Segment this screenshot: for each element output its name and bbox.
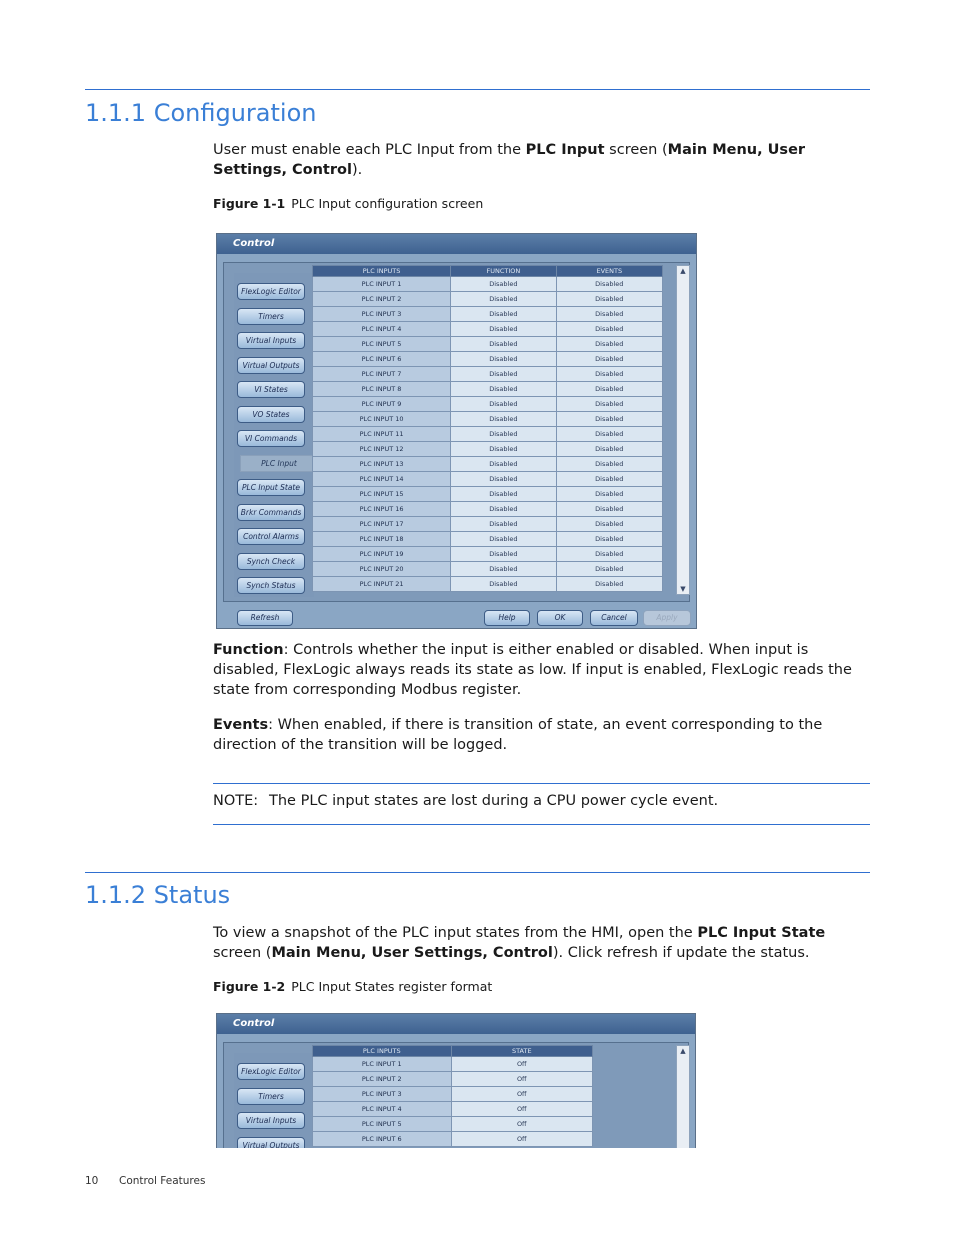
content-panel <box>223 1042 689 1148</box>
input-name-cell: PLC INPUT 12 <box>313 442 451 457</box>
table-row <box>313 1132 593 1147</box>
figure-label: Figure 1-2 <box>213 979 286 994</box>
input-name-cell: PLC INPUT 18 <box>313 532 451 547</box>
value-cell[interactable]: Disabled <box>451 562 556 577</box>
table-row <box>313 427 663 442</box>
nav-button-vo-states[interactable]: VO States <box>237 406 305 423</box>
table-row <box>313 472 663 487</box>
value-cell[interactable]: Off <box>451 1087 593 1102</box>
value-cell[interactable]: Disabled <box>556 532 662 547</box>
intro-text: To view a snapshot of the PLC input states from the HMI, open the <box>213 925 698 941</box>
nav-button-synch-status[interactable]: Synch Status <box>237 577 305 594</box>
table-row <box>313 1057 593 1072</box>
value-cell[interactable]: Disabled <box>556 577 662 592</box>
input-name-cell: PLC INPUT 6 <box>313 1132 452 1147</box>
table-row <box>313 382 663 397</box>
value-cell[interactable]: Disabled <box>451 442 556 457</box>
intro-bold-path: Main Menu, User Settings, Control <box>271 945 553 961</box>
function-term: Function <box>213 642 284 658</box>
section-rule-top <box>85 872 870 873</box>
value-cell[interactable]: Disabled <box>451 352 556 367</box>
figure-1-2-caption <box>213 979 492 994</box>
input-name-cell: PLC INPUT 10 <box>313 412 451 427</box>
value-cell[interactable]: Disabled <box>451 412 556 427</box>
nav-button-brkr-commands[interactable]: Brkr Commands <box>237 504 305 521</box>
footer-section-title: Control Features <box>119 1175 206 1187</box>
table-row <box>313 547 663 562</box>
input-name-cell: PLC INPUT 1 <box>313 1057 452 1072</box>
nav-button-timers[interactable]: Timers <box>237 308 305 325</box>
value-cell[interactable]: Disabled <box>556 442 662 457</box>
table-row <box>313 307 663 322</box>
table-row <box>313 337 663 352</box>
input-name-cell: PLC INPUT 9 <box>313 397 451 412</box>
scroll-up-arrow-icon[interactable]: ▲ <box>680 1047 686 1055</box>
table-row <box>313 577 663 592</box>
figure-caption-text: PLC Input configuration screen <box>291 196 484 211</box>
value-cell[interactable]: Off <box>451 1057 593 1072</box>
table-scrollbar[interactable] <box>676 1045 690 1148</box>
value-cell[interactable]: Disabled <box>451 472 556 487</box>
input-name-cell: PLC INPUT 13 <box>313 457 451 472</box>
intro-bold-screen: PLC Input State <box>697 925 826 941</box>
column-header: STATE <box>451 1046 593 1057</box>
nav-button-plc-input-state[interactable]: PLC Input State <box>237 479 305 496</box>
value-cell[interactable]: Disabled <box>451 532 556 547</box>
value-cell[interactable]: Off <box>451 1117 593 1132</box>
value-cell[interactable]: Off <box>451 1072 593 1087</box>
input-name-cell: PLC INPUT 4 <box>313 1102 452 1117</box>
input-name-cell: PLC INPUT 2 <box>313 292 451 307</box>
value-cell[interactable]: Disabled <box>451 367 556 382</box>
value-cell[interactable]: Disabled <box>556 517 662 532</box>
value-cell[interactable]: Off <box>451 1132 593 1147</box>
note-rule-bottom <box>213 824 870 825</box>
plc-input-state-table <box>312 1045 593 1147</box>
section-heading-status: 1.1.2 Status <box>85 881 231 909</box>
input-name-cell: PLC INPUT 15 <box>313 487 451 502</box>
column-header: EVENTS <box>556 266 662 277</box>
table-row <box>313 277 663 292</box>
table-row <box>313 502 663 517</box>
input-name-cell: PLC INPUT 20 <box>313 562 451 577</box>
value-cell[interactable]: Disabled <box>556 457 662 472</box>
nav-button-virtual-inputs[interactable]: Virtual Inputs <box>237 1112 305 1129</box>
table-row <box>313 562 663 577</box>
window-titlebar: Control <box>217 1014 695 1034</box>
figure-1-1-caption <box>213 196 483 211</box>
table-row <box>313 322 663 337</box>
input-name-cell: PLC INPUT 14 <box>313 472 451 487</box>
value-cell[interactable]: Disabled <box>556 502 662 517</box>
input-name-cell: PLC INPUT 3 <box>313 1087 452 1102</box>
help-button[interactable]: Help <box>484 610 530 626</box>
table-row <box>313 352 663 367</box>
value-cell[interactable]: Disabled <box>556 337 662 352</box>
value-cell[interactable]: Disabled <box>451 322 556 337</box>
status-intro <box>213 923 873 963</box>
value-cell[interactable]: Disabled <box>556 292 662 307</box>
table-row <box>313 457 663 472</box>
input-name-cell: PLC INPUT 19 <box>313 547 451 562</box>
nav-button-virtual-outputs[interactable]: Virtual Outputs <box>237 1137 305 1149</box>
table-row <box>313 1102 593 1117</box>
input-name-cell: PLC INPUT 1 <box>313 277 451 292</box>
section-heading-configuration: 1.1.1 Configuration <box>85 99 317 127</box>
value-cell[interactable]: Disabled <box>451 457 556 472</box>
intro-bold-screen: PLC Input <box>525 142 605 158</box>
table-row <box>313 1072 593 1087</box>
table-row <box>313 412 663 427</box>
nav-button-synch-check[interactable]: Synch Check <box>237 553 305 570</box>
input-name-cell: PLC INPUT 3 <box>313 307 451 322</box>
events-description <box>213 715 873 755</box>
value-cell[interactable]: Disabled <box>556 322 662 337</box>
note-label: NOTE: <box>213 793 259 809</box>
intro-text: ). Click refresh if update the status. <box>552 945 810 961</box>
input-name-cell: PLC INPUT 5 <box>313 337 451 352</box>
value-cell[interactable]: Disabled <box>451 487 556 502</box>
cancel-button[interactable]: Cancel <box>590 610 638 626</box>
value-cell[interactable]: Disabled <box>451 337 556 352</box>
table-row <box>313 1117 593 1132</box>
value-cell[interactable]: Disabled <box>556 307 662 322</box>
value-cell[interactable]: Disabled <box>556 397 662 412</box>
nav-button-flexlogic-editor[interactable]: FlexLogic Editor <box>237 1063 305 1080</box>
value-cell[interactable]: Disabled <box>451 427 556 442</box>
value-cell[interactable]: Disabled <box>556 412 662 427</box>
figure-label: Figure 1-1 <box>213 196 286 211</box>
value-cell[interactable]: Disabled <box>556 487 662 502</box>
intro-bold-path: Main Menu, User Settings, Control <box>213 142 806 178</box>
nav-button-virtual-outputs[interactable]: Virtual Outputs <box>237 357 305 374</box>
side-navigation <box>234 273 314 597</box>
value-cell[interactable]: Disabled <box>556 427 662 442</box>
input-name-cell: PLC INPUT 2 <box>313 1072 452 1087</box>
section-rule-top <box>85 89 870 90</box>
input-name-cell: PLC INPUT 4 <box>313 322 451 337</box>
nav-button-flexlogic-editor[interactable]: FlexLogic Editor <box>237 283 305 300</box>
column-header: PLC INPUTS <box>313 266 451 277</box>
figure-caption-text: PLC Input States register format <box>291 979 493 994</box>
window-titlebar: Control <box>217 234 696 254</box>
plc-input-table <box>312 265 663 592</box>
scroll-down-arrow-icon[interactable]: ▼ <box>680 585 686 593</box>
plc-input-states-screenshot <box>216 1013 696 1148</box>
value-cell[interactable]: Disabled <box>556 367 662 382</box>
table-row <box>313 292 663 307</box>
apply-button[interactable]: Apply <box>643 610 691 626</box>
input-name-cell: PLC INPUT 21 <box>313 577 451 592</box>
nav-button-vi-commands[interactable]: VI Commands <box>237 430 305 447</box>
value-cell[interactable]: Disabled <box>451 502 556 517</box>
value-cell[interactable]: Disabled <box>556 562 662 577</box>
ok-button[interactable]: OK <box>537 610 583 626</box>
plc-input-configuration-screenshot <box>216 233 697 629</box>
value-cell[interactable]: Disabled <box>451 277 556 292</box>
intro-text: ). <box>351 162 363 178</box>
nav-button-timers[interactable]: Timers <box>237 1088 305 1105</box>
nav-button-virtual-inputs[interactable]: Virtual Inputs <box>237 332 305 349</box>
value-cell[interactable]: Disabled <box>556 277 662 292</box>
intro-text: screen ( <box>213 945 272 961</box>
nav-button-control-alarms[interactable]: Control Alarms <box>237 528 305 545</box>
input-name-cell: PLC INPUT 5 <box>313 1117 452 1132</box>
configuration-intro <box>213 140 873 180</box>
value-cell[interactable]: Disabled <box>556 382 662 397</box>
table-scrollbar[interactable] <box>676 265 690 595</box>
value-cell[interactable]: Disabled <box>451 307 556 322</box>
function-text: : Controls whether the input is either enabled or disabled. When input is disabled, FlexLogic always reads its state as low. If input is enabled, FlexLogic reads the state from corresponding Modbus register. <box>213 642 852 698</box>
refresh-button[interactable]: Refresh <box>237 610 293 626</box>
value-cell[interactable]: Disabled <box>451 517 556 532</box>
table-row <box>313 487 663 502</box>
input-name-cell: PLC INPUT 16 <box>313 502 451 517</box>
value-cell[interactable]: Disabled <box>556 472 662 487</box>
input-name-cell: PLC INPUT 8 <box>313 382 451 397</box>
value-cell[interactable]: Off <box>451 1102 593 1117</box>
table-row <box>313 442 663 457</box>
function-description <box>213 640 873 700</box>
note <box>213 793 718 809</box>
content-panel <box>223 262 690 602</box>
value-cell[interactable]: Disabled <box>556 352 662 367</box>
value-cell[interactable]: Disabled <box>451 382 556 397</box>
input-name-cell: PLC INPUT 7 <box>313 367 451 382</box>
scroll-up-arrow-icon[interactable]: ▲ <box>680 267 686 275</box>
table-row <box>313 1087 593 1102</box>
events-text: : When enabled, if there is transition of state, an event corresponding to the direction of the transition will be logged. <box>213 717 823 753</box>
nav-button-plc-input[interactable]: PLC Input <box>240 455 318 472</box>
input-name-cell: PLC INPUT 6 <box>313 352 451 367</box>
input-name-cell: PLC INPUT 11 <box>313 427 451 442</box>
value-cell[interactable]: Disabled <box>451 577 556 592</box>
intro-text: screen ( <box>604 142 668 158</box>
table-row <box>313 367 663 382</box>
intro-text: User must enable each PLC Input from the <box>213 142 526 158</box>
column-header: FUNCTION <box>451 266 556 277</box>
value-cell[interactable]: Disabled <box>451 397 556 412</box>
value-cell[interactable]: Disabled <box>451 292 556 307</box>
events-term: Events <box>213 717 269 733</box>
value-cell[interactable]: Disabled <box>556 547 662 562</box>
table-row <box>313 517 663 532</box>
note-rule-top <box>213 783 870 784</box>
side-navigation <box>234 1053 314 1148</box>
input-name-cell: PLC INPUT 17 <box>313 517 451 532</box>
table-row <box>313 397 663 412</box>
nav-button-vi-states[interactable]: VI States <box>237 381 305 398</box>
column-header: PLC INPUTS <box>313 1046 452 1057</box>
value-cell[interactable]: Disabled <box>451 547 556 562</box>
table-row <box>313 532 663 547</box>
page-number: 10 <box>85 1175 99 1187</box>
note-text: The PLC input states are lost during a CPU power cycle event. <box>269 793 719 809</box>
